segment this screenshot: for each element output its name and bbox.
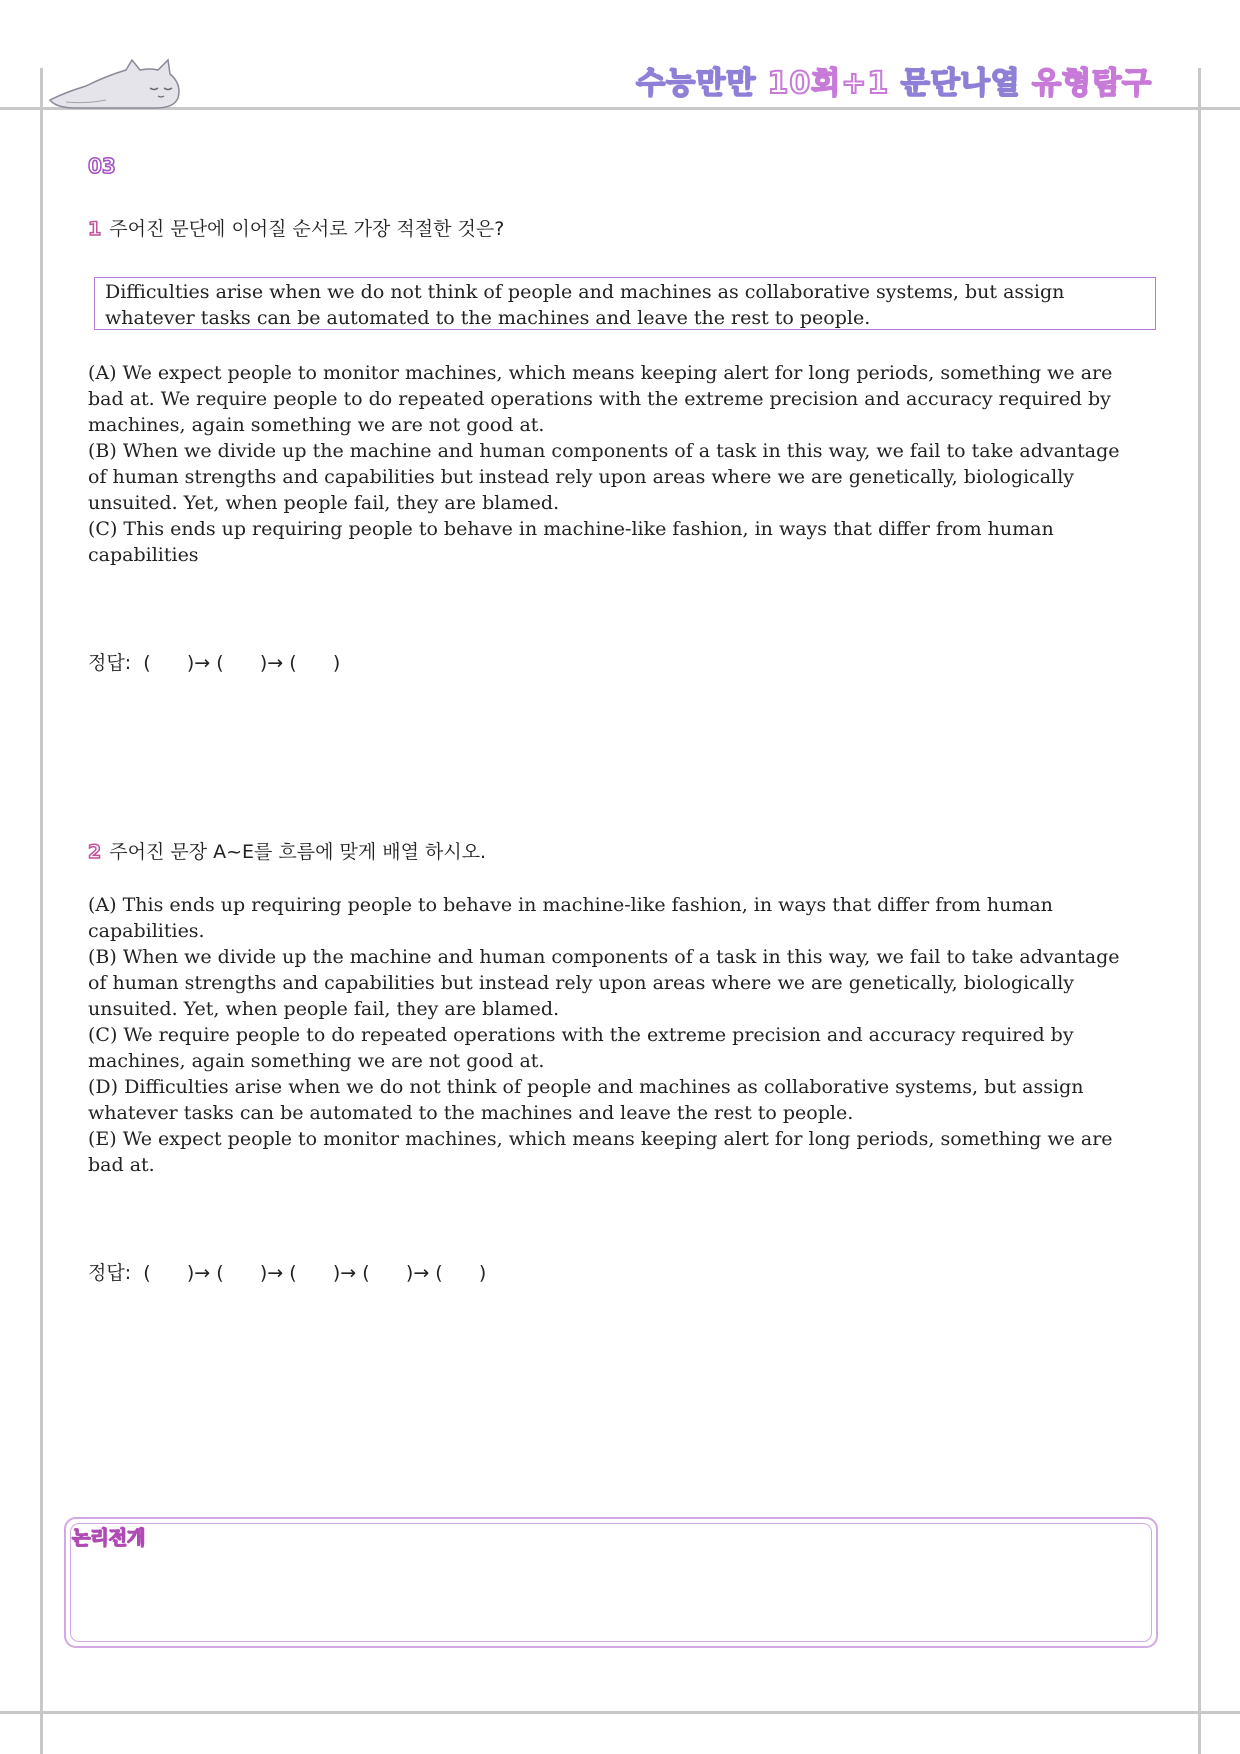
question-2-options [88,892,1128,1178]
header-title-part1: 수능만만 [636,66,757,101]
header-title-part2: 10회+1 [767,66,890,101]
q2-option-b: (B) When we divide up the machine and human components of a task in this way, we fail to take advantage of human strengths and capabilities but instead rely upon areas where we are genetically, biologically unsuited. Yet, when people fail, they are blamed. [88,946,1120,1020]
header-title-part3: 문단나열 [900,66,1021,101]
left-border [40,68,43,1754]
question-2-text: 주어진 문장 A~E를 흐름에 맞게 배열 하시오. [109,841,487,863]
page-header-title [636,58,1152,102]
right-border [1198,68,1201,1754]
header-rule [0,107,1240,110]
question-1-number: 1 [88,218,102,240]
question-1-prompt [88,214,504,241]
question-2-number: 2 [88,841,102,863]
logic-notes-box[interactable] [64,1517,1158,1648]
q1-option-c: (C) This ends up requiring people to behave in machine-like fashion, in ways that differ from human capabilities [88,518,1054,566]
logic-notes-label: 논리전개 [72,1527,146,1549]
question-2-answer-line[interactable]: 정답: ( )→ ( )→ ( )→ ( )→ ( ) [88,1262,487,1284]
footer-rule [0,1711,1240,1714]
q2-option-d: (D) Difficulties arise when we do not think of people and machines as collaborative systems, but assign whatever tasks can be automated to the machines and leave the rest to people. [88,1076,1084,1124]
given-paragraph-box: Difficulties arise when we do not think of people and machines as collaborative systems, but assign whatever tasks can be automated to the machines and leave the rest to people. [94,277,1156,330]
question-1-text: 주어진 문단에 이어질 순서로 가장 적절한 것은? [109,218,505,240]
q2-option-e: (E) We expect people to monitor machines, which means keeping alert for long periods, something we are bad at. [88,1128,1113,1176]
q2-option-a: (A) This ends up requiring people to behave in machine-like fashion, in ways that differ from human capabilities. [88,894,1053,942]
question-2-prompt [88,837,486,864]
q1-option-b: (B) When we divide up the machine and human components of a task in this way, we fail to take advantage of human strengths and capabilities but instead rely upon areas where we are genetically, biologically unsuited. Yet, when people fail, they are blamed. [88,440,1120,514]
question-1-answer-line[interactable]: 정답: ( )→ ( )→ ( ) [88,652,341,674]
sleeping-cat-icon [46,56,186,110]
logic-notes-inner-border [70,1523,1152,1642]
header-title-part4: 유형탐구 [1032,66,1152,101]
question-1-options [88,360,1128,568]
q1-option-a: (A) We expect people to monitor machines, which means keeping alert for long periods, something we are bad at. We require people to do repeated operations with the extreme precision and accuracy required by machines, again something we are not good at. [88,362,1113,436]
q2-option-c: (C) We require people to do repeated operations with the extreme precision and accuracy required by machines, again something we are not good at. [88,1024,1074,1072]
section-number: 03 [88,154,116,178]
